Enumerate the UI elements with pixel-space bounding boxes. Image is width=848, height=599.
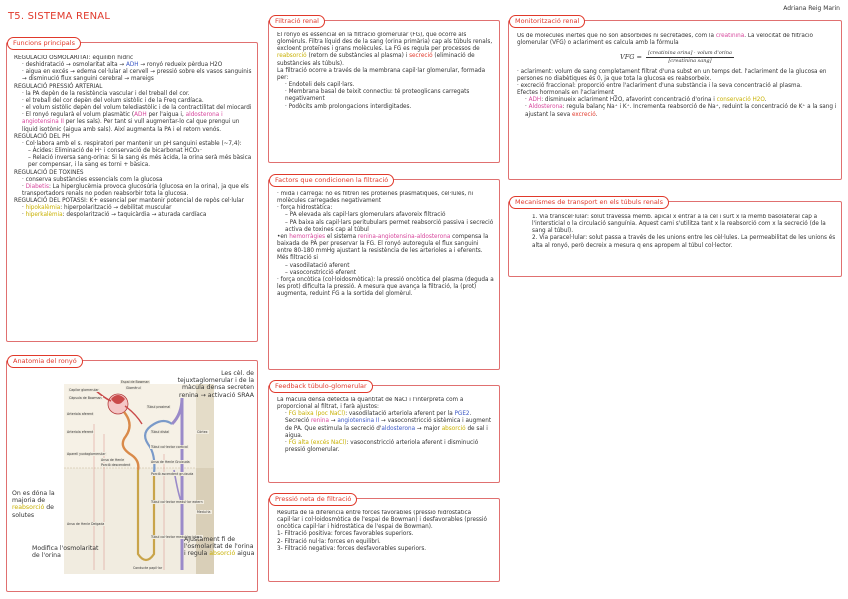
diagram-label: Porció ascendent gruixuda	[151, 472, 194, 476]
diagram-label: Ansa de Henle Gruixuda	[151, 460, 190, 464]
line: · el treball del cor depèn del volum sistòlic i de la Freq cardíaca.	[22, 97, 204, 104]
factors-text	[277, 191, 495, 367]
funcions-text	[14, 55, 254, 339]
line: · ADH: disminueix aclariment H2O, afavorint concentració d'orina i conservació H2O.	[525, 97, 767, 104]
line: REGULACIÓ DEL PH	[14, 133, 70, 140]
anatomia-note-left: On es dóna la majoria de reabsorció de solutes	[12, 490, 55, 519]
line: •en hemorràgies el sistema renina-angiotensina-aldosterona compensa la baixada de PA per preservar la FG. El ronyó autoregula el flux sanguini entre 80-180 mmHg ajustant la resistència de les arterioles a i eferents. Més filtració si	[277, 233, 489, 262]
line: · FG alta (excés NaCl): vasoconstricció arteriola aferent i disminució pressió glomerular.	[285, 439, 479, 454]
diagram-label: Túbul col·lector medul·lar intern	[151, 535, 202, 539]
line: 1- Filtració positiva: forces favorables superiors.	[277, 531, 414, 538]
line: Efectes hormonals en l'aclariment_	[517, 90, 617, 97]
diagram-label: Túbul col·lector cortical	[151, 445, 188, 449]
filtracio-tag: Filtració renal	[269, 15, 325, 28]
line: El ronyó és essencial en la filtració glomerular (FG), que ocorre als glomèruls. Filtra líquid des de la sang (orina primària) cap als túbuls renals, excloent proteïnes i grans molècules. La FG es regula per processos de reabsorció (retorn de substàncies al plasma) i secreció (eliminació de substàncies als túbuls).	[277, 32, 493, 67]
feedback-tag: Feedback túbulo-glomerular	[269, 380, 373, 393]
line: – PA elevada als capil·lars glomerulars afavoreix filtració	[285, 212, 446, 219]
diagram-label: Aparell yuxtaglomerular	[67, 452, 106, 456]
diagram-label: Espai de Bowman	[121, 380, 150, 384]
anatomia-note-mid: Modifica l'osmolaritat de l'orina	[32, 545, 99, 560]
diagram-label: Glomèrul	[126, 386, 141, 390]
diagram-label: Arteriola eferent	[67, 430, 94, 434]
diagram-label: Capilar glomerular	[69, 388, 99, 392]
page-title: T5. SISTEMA RENAL	[8, 11, 111, 22]
diagram-label: Conducte papil·lar	[133, 566, 163, 570]
line: · força hidrostàtica:	[277, 205, 333, 212]
line: · Aldosterona: regula balanç Na⁺ i K⁺. Incrementa reabsorció de Na⁺, reduint la concentració de K⁺ a la sang i ajustant la seva excreció.	[525, 104, 837, 118]
line: REGULACIÓ DE TOXINES	[14, 169, 84, 176]
anatomia-tag: Anatomia del ronyó	[7, 355, 83, 368]
line: Resulta de la diferència entre forces favorables (pressió hidrostàtica capil·lar i col·loidosmòtica de l'espai de Bowman) i desfavorables (pressió oncòtica capil·lar i hidrostàtica de l'espai de Bowman).	[277, 510, 487, 531]
mecanismes-tag: Mecanismes de transport en els túbuls renals	[509, 196, 669, 209]
line: – vasoconstricció eferent	[285, 269, 356, 276]
line: · El ronyó regularà el volum plasmàtic (ADH per l'aigua i, aldosterona i angiotensina II per les sals). Per tant si vull augmentar-lo cal que prengui un líquid isotònic (aigua amb sals). Així augmenta la PA i el retorn venós.	[22, 112, 240, 133]
line: · hiperkalèmia: despolarització → taquicàrdia → aturada cardíaca	[22, 212, 207, 219]
line: · aigua en excés → edema cel·lular al cervell → pressió sobre els vasos sanguinis → disminució flux sanguini cerebral → mareigs	[22, 69, 252, 83]
funcions-tag: Funcions principals	[7, 37, 81, 50]
line: REGULACIÓ PRESSIÓ ARTERIAL	[14, 83, 103, 90]
factors-tag: Factors que condicionen la filtració	[269, 174, 394, 187]
line: – Àcides: Eliminació de H⁺ i conservació de bicarbonat HCO₃⁻	[28, 148, 203, 155]
line: · FG baixa (poc NaCl): vasodilatació arteriola aferent per la PGE2. Secreció renina → angiotensina II → vasoconstricció sistèmica i augment de PA. Que estimula la secreció d'aldosterona → major absorció de sal i aigua.	[285, 411, 492, 439]
formula-denominator: [creatinina sang]	[668, 58, 712, 65]
diagram-label: Còrtex	[197, 430, 208, 434]
line: · Endoteli dels capil·lars.	[285, 82, 355, 89]
formula-lhs: VFG =	[620, 53, 642, 62]
formula-fraction	[646, 50, 734, 65]
anatomia-note-top: Les cèl. de tejuxtaglomerular i de la màcula densa secreten renina → activació SRAA	[177, 370, 254, 399]
line: · Podòcits amb prolongacions interdigitades.	[285, 103, 412, 110]
monitor-tag: Monitorització renal	[509, 15, 585, 28]
author-name: Adriana Reig Marin	[783, 5, 840, 12]
line: · força oncòtica (col·loidosmòtica): la pressió oncòtica del plasma (deguda a les prot) dificulta la pressió. A mesura que avança la filtració, la (prot) augmenta, reduint FG a la sortida del glomèrul.	[277, 276, 494, 298]
line: · la PA depèn de la resistència vascular i del treball del cor.	[22, 90, 190, 97]
diagram-label: Medul·la	[197, 510, 211, 514]
line: · deshidratació → osmolaritat alta → ADH → ronyó redueix pèrdua H2O	[22, 62, 223, 69]
line: 2- Filtració nul·la: forces en equilibri.	[277, 538, 381, 545]
line: 3- Filtració negativa: forces desfavorables superiors.	[277, 545, 427, 552]
line: – PA baixa als capil·lars peritubulars permet reabsorció passiva i secreció activa de toxines cap al túbul	[285, 219, 494, 233]
line: REGULACIÓ OSMOLARITAT: equilibri hídric	[14, 55, 134, 61]
feedback-text	[277, 397, 495, 481]
line: · mida i càrrega: no es filtren les proteïnes plasmàtiques, cèl·lules, ni molècules carregades negativament	[277, 191, 474, 205]
line: · Membrana basal de teixit connectiu: té proteoglicans carregats negativament	[285, 89, 470, 103]
line: · excreció fraccional: proporció entre l'aclariment d'una substància i la seva concentració al plasma.	[517, 82, 802, 89]
diagram-label: Ansa de Henle	[101, 458, 125, 462]
line: 2. Via paracel·lular: solut passa a través de les unions entre les cèl·lules. La permeabilitat de les unions és alta al ronyó, però decreix a mesura q ens apropem al túbul col·lector.	[532, 235, 836, 249]
line: · aclariment: volum de sang completament filtrat d'una subst en un temps det. l'aclariment de la glucosa en persones no diabètiques és 0, ja que tota la glucosa es reabsorbeix.	[517, 68, 827, 82]
monitor-intro: Ús de molècules inertes que no són absorbides ni secretades, com la creatinina. La velocitat de filtració glomerular (VFG) o aclariment es calcula amb la fórmula	[517, 33, 814, 47]
line: · Col·labora amb el s. respiratori per mantenir un pH sanguini estable (~7,4):	[22, 140, 242, 147]
mecanismes-text	[532, 214, 836, 276]
line: – Relació inversa sang-orina: Si la sang és més àcida, la orina serà més bàsica per compensar, i la sang es torni + bàsica.	[28, 155, 252, 169]
diagram-label: Túbul proximal	[147, 405, 171, 409]
filtracio-text	[277, 32, 495, 160]
line: · conserva substàncies essencials com la glucosa	[22, 176, 163, 183]
pressio-text	[277, 510, 495, 580]
pressio-tag: Pressió neta de filtració	[269, 493, 357, 506]
diagram-label: Arteriola aferent	[67, 412, 94, 416]
line: – vasodilatació aferent	[285, 262, 350, 269]
line: La màcula densa detecta la quantitat de NaCl i l'interpreta com a proporcional al filtrat, i farà ajustos:	[277, 397, 464, 411]
monitor-text	[517, 33, 837, 178]
line: · hipokalèmia: hiperpolarització → debilitat muscular	[22, 205, 172, 212]
diagram-label: Ansa de Henle Delgada	[67, 522, 105, 526]
line: 1. Via transcel·lular: solut travessa memb. apical x entrar a la cèl i surt x la memb basolateral cap a l'intersticial o la circulació sanguínia. Aquest cami s'utilitza tant x la reabsorció com x la secreció (de la sang al túbul).	[532, 214, 826, 235]
vfg-formula	[517, 50, 837, 65]
line: REGULACIÓ DEL POTASSI: K+ essencial per mantenir potencial de repòs cel·lular	[14, 198, 244, 205]
line: · el volum sistòlic depèn del volum telediastòlic i de la contractilitat del miocardi	[22, 105, 252, 112]
line: La filtració ocorre a través de la membrana capil·lar glomerular, formada per:	[277, 67, 486, 81]
diagram-label: Túbul col·lector medul·lar extern	[151, 500, 203, 504]
diagram-label: Càpsula de Bowman	[69, 396, 102, 400]
anatomia-note-right: Ajustament fi de l'osmolaritat de l'orina i regula absorció aigua	[184, 536, 255, 558]
diagram-label: Porció descendent	[101, 463, 131, 467]
formula-numerator: [creatinina orina] · volum d'orina	[646, 50, 734, 58]
line: · Diabetis: La hiperglucèmia provoca glucosúria (glucosa en la orina), ja que els transportadors renals no poden reabsorbir tota la glucosa.	[22, 183, 249, 197]
diagram-label: Túbul distal	[151, 430, 170, 434]
